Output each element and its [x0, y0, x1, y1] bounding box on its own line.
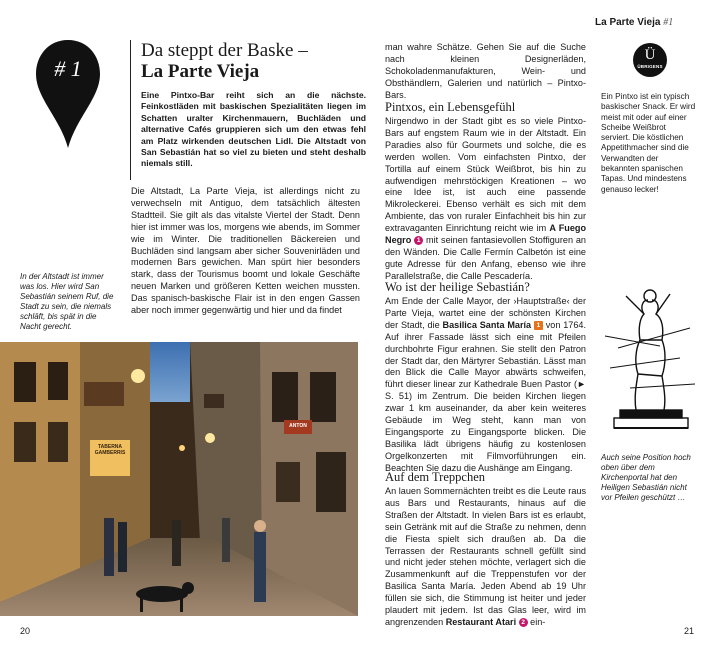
place-a-fuego-negro: A Fuego Negro — [385, 223, 586, 246]
location-marker-icon — [34, 38, 102, 150]
photo-caption: In der Altstadt ist immer was los. Hier wird San Sebastián seinem Ruf, die Stadt zu sein, die niemals schläft, bis spät in die Nacht gerecht. — [20, 272, 114, 331]
title-rule — [130, 40, 131, 180]
photo-sign-2: ANTON — [289, 423, 307, 429]
page-title — [141, 40, 366, 82]
ubrigens-info-text: Ein Pintxo ist ein typisch baskischer Snack. Er wird meist mit oder auf einer Scheibe Weißbrot serviert. Die köstlichen Appetithmacher sind die Verwandten der bekannten spanischen Tapas. Und mindestens genauso lecker! — [601, 92, 696, 194]
heading-sebastian: Wo ist der heilige Sebastián? — [385, 280, 530, 294]
ubrigens-letter: Ü — [644, 47, 656, 63]
saint-sebastian-sketch — [600, 288, 700, 438]
ubrigens-word: ÜBRIGENS — [637, 64, 663, 69]
body-column-2-intro: man wahre Schätze. Gehen Sie auf die Suche nach kleinen Designerläden, Schokoladenmanufakturen, Wein- und Obsthändlern, Galerien und natürlich – Pintxo-Bars. — [385, 42, 586, 100]
lead-paragraph: Eine Pintxo-Bar reiht sich an die nächste. Feinkostläden mit baskischen Spezialitäten liegen im Schatten uralter Kirchenmauern, Buchläden und alternative Cafés gruppieren sich um den etwas fehl am Platz wirkenden deutschen Lidl. Die Altstadt von San Sebastián hat so viel zu bieten und steht deshalb niemals still. — [141, 90, 366, 169]
marker-label: # 1 — [54, 56, 82, 81]
title-line-1: Da steppt der Baske – — [141, 40, 308, 61]
map-badge-2: 2 — [519, 618, 528, 627]
title-line-2: La Parte Vieja — [141, 61, 260, 82]
paragraph-treppchen: An lauen Sommernächten treibt es die Leute raus aus Bars und Restaurants, hinaus auf die Straßen der Altstadt. In vielen Bars ist es erlaubt, sein Getränk mit auf die Straße zu nehmen, denn die Fiesta spielt sich draußen ab. Da die Terrassen der Restaurants schnell gefüllt sind und nicht jeder stehen möchte, verlagert sich die Zusammenkunft auf die Treppenstufen vor der Basilica Santa María. Jeden Abend ab 19 Uhr füllen sie sich, die Stimmung ist heiter und jeder plaudert mit jedem. Ist das Glas leer, wird im angrenzenden Restaurant Atari 2 ein- — [385, 486, 586, 627]
heading-pintxos: Pintxos, ein Lebensgefühl — [385, 100, 516, 114]
old-town-street-photo — [0, 342, 358, 616]
body-column-1: Die Altstadt, La Parte Vieja, ist allerdings nicht zu verwechseln mit Antiguo, dem tatsächlich ältesten Stadtteil. Sie gilt als das vitalste Viertel der Stadt. Denn hier ist immer was los, morgens wie abends, im Sommer wie im Winter. Die traditionellen Bäckereien und Buchläden sind langsam aber sicher Souvenirläden und modernen Bars gewichen. Man spürt hier besonders stark, dass der Tourismus boomt und lokale Geschäfte neuen Marken und größeren Ketten weichen mussten. Das spanisch-baskische Flair ist in den engen Gassen aber noch immer gegenwärtig und hier und da findet — [131, 186, 360, 316]
page-number-right: 21 — [684, 626, 695, 636]
running-header — [595, 17, 695, 28]
map-badge-sight-1: 1 — [534, 321, 543, 330]
photo-shop-sign: TABERNA GAMBERRIS — [94, 444, 126, 456]
ubrigens-badge-icon — [633, 43, 667, 77]
sketch-caption: Auch seine Position hoch oben über dem Kirchenportal hat den Heiligen Sebastián nicht vor Pfeilen geschützt … — [601, 453, 691, 502]
running-header-title: La Parte Vieja — [595, 17, 661, 28]
paragraph-sebastian: Am Ende der Calle Mayor, der ›Hauptstraße‹ der Parte Vieja, wartet eine der schönsten Kirchen der Stadt, die Basilica Santa María 1 von 1764. Auf ihrer Fassade lässt sich eine mit Pfeilen durchbohrte Figur erahnen. Sie stellt den Patron der Stadt dar, den Märtyrer Sebastián. Lässt man den Blick die Calle Mayor abwärts schweifen, führt dieser linear zur Kathedrale Buen Pastor (► S. 51) im Zentrum. Die beiden Kirchen liegen zwar 1 km auseinander, da aber kein weiteres Gebäude im Weg steht, kann man von Eingangsporte zu Eingangsporte blicken. Die Basilika lädt übrigens häufig zu kostenlosen Orgelkonzerten mit Filmvorführungen ein. Beachten Sie dazu die Aushänge am Eingang. — [385, 296, 586, 473]
map-badge-1: 1 — [414, 236, 423, 245]
heading-treppchen: Auf dem Treppchen — [385, 470, 485, 484]
place-restaurant-atari: Restaurant Atari — [445, 616, 517, 627]
place-basilica-santa-maria: Basilica Santa María — [442, 319, 532, 330]
page-number-left: 20 — [20, 626, 31, 636]
running-header-number: #1 — [663, 17, 674, 28]
paragraph-pintxos: Nirgendwo in der Stadt gibt es so viele Pintxo-Bars auf engstem Raum wie in der Altstadt. Ein Paradies also für Gourmets und solche, die es werden wollen. Vom einfachsten Pintxo, der Tortilla auf einem Stück Weißbrot, bis hin zu aufwendigen mehrstöckigen Kreationen – wo eine Idee ist, ist auch eine passende Mikroleckerei. Ebenso verhält es sich mit dem Ambiente, das von ruraler Einfachheit bis hin zur extravaganten Einrichtung reicht wie im A Fuego Negro 1 mit seinen fantasievollen Stoffiguren an den Wänden. Die Calle Fermín Calbetón ist eine gute Adresse für den Anfang, ebenso wie ihre Parallelstraße, die Calle Pescadería. — [385, 116, 586, 281]
